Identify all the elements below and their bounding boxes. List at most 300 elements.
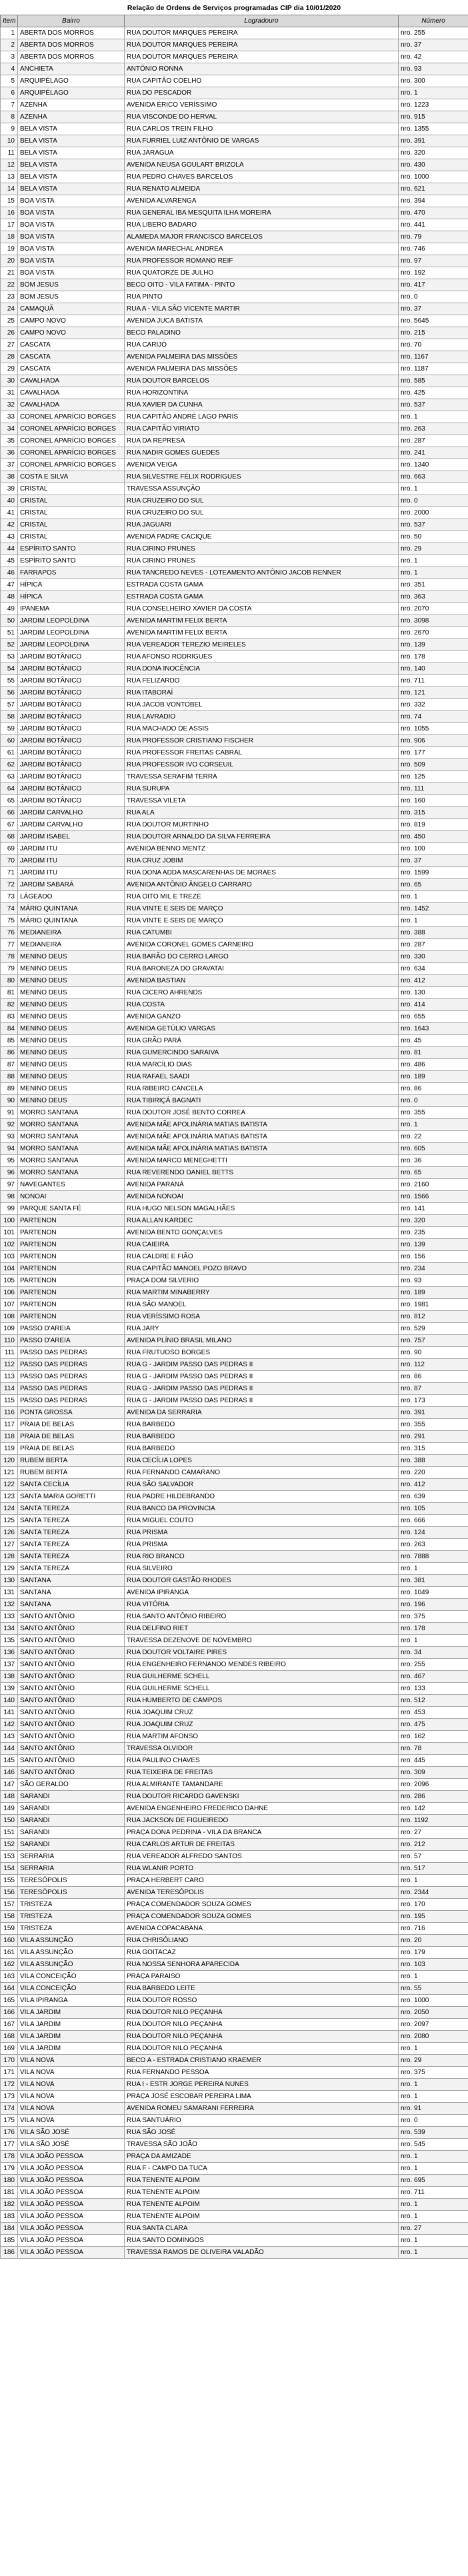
cell-logradouro: ESTRADA COSTA GAMA — [125, 579, 399, 591]
table-row — [1, 675, 468, 687]
cell-bairro: SERRARIA — [18, 1851, 125, 1863]
cell-logradouro: RUA RAFAEL SAADI — [125, 1071, 399, 1083]
cell-bairro: JARDIM ITU — [18, 843, 125, 855]
cell-logradouro: RUA DOUTOR NILO PEÇANHA — [125, 2031, 399, 2043]
cell-numero: nro. 470 — [399, 207, 468, 219]
cell-bairro: MENINO DEUS — [18, 1071, 125, 1083]
cell-logradouro: RUA I - ESTR JORGE PEREIRA NUNES — [125, 2079, 399, 2091]
cell-logradouro: RUA CONSELHEIRO XAVIER DA COSTA — [125, 603, 399, 615]
cell-bairro: PASSO DAS PEDRAS — [18, 1371, 125, 1383]
cell-item: 50 — [1, 615, 18, 627]
table-row — [1, 963, 468, 975]
cell-bairro: BELA VISTA — [18, 183, 125, 195]
cell-numero: nro. 192 — [399, 267, 468, 279]
cell-logradouro: RUA SURUPA — [125, 783, 399, 795]
table-row — [1, 819, 468, 831]
table-row — [1, 759, 468, 771]
table-row — [1, 2175, 468, 2187]
cell-numero: nro. 1 — [399, 2163, 468, 2175]
cell-bairro: NAVEGANTES — [18, 1179, 125, 1191]
table-row — [1, 663, 468, 675]
cell-logradouro: RUA G - JARDIM PASSO DAS PEDRAS II — [125, 1395, 399, 1407]
table-row — [1, 1851, 468, 1863]
header-numero: Número — [399, 15, 468, 27]
table-row — [1, 747, 468, 759]
cell-logradouro: RUA JAGUARI — [125, 519, 399, 531]
cell-logradouro: ANTÔNIO RONNA — [125, 63, 399, 75]
cell-numero: nro. 467 — [399, 1671, 468, 1683]
cell-item: 118 — [1, 1431, 18, 1443]
cell-bairro: NONOAI — [18, 1191, 125, 1203]
cell-bairro: MENINO DEUS — [18, 963, 125, 975]
cell-item: 70 — [1, 855, 18, 867]
cell-logradouro: RUA G - JARDIM PASSO DAS PEDRAS II — [125, 1359, 399, 1371]
table-row — [1, 1875, 468, 1887]
cell-bairro: SANTANA — [18, 1599, 125, 1611]
cell-item: 51 — [1, 627, 18, 639]
cell-item: 123 — [1, 1491, 18, 1503]
cell-item: 186 — [1, 2247, 18, 2259]
cell-logradouro: RUA DOUTOR VOLTAIRE PIRES — [125, 1647, 399, 1659]
cell-numero: nro. 2670 — [399, 627, 468, 639]
cell-item: 93 — [1, 1131, 18, 1143]
cell-numero: nro. 87 — [399, 1383, 468, 1395]
cell-bairro: SANTO ANTÔNIO — [18, 1683, 125, 1695]
cell-logradouro: RUA MIGUEL COUTO — [125, 1515, 399, 1527]
cell-item: 83 — [1, 1011, 18, 1023]
table-row — [1, 27, 468, 39]
cell-numero: nro. 1000 — [399, 1995, 468, 2007]
cell-logradouro: RUA GOITACAZ — [125, 1947, 399, 1959]
cell-item: 172 — [1, 2079, 18, 2091]
cell-item: 74 — [1, 903, 18, 915]
cell-numero: nro. 27 — [399, 1827, 468, 1839]
cell-item: 41 — [1, 507, 18, 519]
cell-item: 9 — [1, 123, 18, 135]
table-row — [1, 231, 468, 243]
cell-item: 138 — [1, 1671, 18, 1683]
cell-bairro: SANTA TEREZA — [18, 1551, 125, 1563]
cell-item: 31 — [1, 387, 18, 399]
cell-logradouro: RUA JACKSON DE FIGUEIREDO — [125, 1815, 399, 1827]
cell-bairro: PARTENON — [18, 1287, 125, 1299]
table-row — [1, 1119, 468, 1131]
cell-item: 29 — [1, 363, 18, 375]
table-row — [1, 519, 468, 531]
cell-logradouro: RUA QUATORZE DE JULHO — [125, 267, 399, 279]
cell-bairro: MORRO SANTANA — [18, 1167, 125, 1179]
cell-logradouro: TRAVESSA SÃO JOÃO — [125, 2139, 399, 2151]
table-row — [1, 1695, 468, 1707]
cell-logradouro: AVENIDA COPACABANA — [125, 1923, 399, 1935]
table-row — [1, 1827, 468, 1839]
cell-item: 160 — [1, 1935, 18, 1947]
cell-item: 17 — [1, 219, 18, 231]
table-row — [1, 1431, 468, 1443]
table-row — [1, 363, 468, 375]
cell-item: 3 — [1, 51, 18, 63]
cell-bairro: CRISTAL — [18, 531, 125, 543]
cell-numero: nro. 160 — [399, 795, 468, 807]
cell-item: 179 — [1, 2163, 18, 2175]
table-row — [1, 771, 468, 783]
cell-numero: nro. 1981 — [399, 1299, 468, 1311]
cell-bairro: HÍPICA — [18, 591, 125, 603]
cell-numero: nro. 300 — [399, 75, 468, 87]
cell-logradouro: RUA VERÍSSIMO ROSA — [125, 1311, 399, 1323]
cell-numero: nro. 1 — [399, 1875, 468, 1887]
cell-bairro: PASSO DAS PEDRAS — [18, 1347, 125, 1359]
cell-item: 145 — [1, 1755, 18, 1767]
cell-bairro: VILA JOÃO PESSOA — [18, 2163, 125, 2175]
cell-numero: nro. 309 — [399, 1767, 468, 1779]
cell-bairro: MÁRIO QUINTANA — [18, 915, 125, 927]
cell-logradouro: RUA A - VILA SÃO VICENTE MARTIR — [125, 303, 399, 315]
cell-item: 162 — [1, 1959, 18, 1971]
cell-logradouro: AVENIDA IPIRANGA — [125, 1587, 399, 1599]
cell-bairro: AZENHA — [18, 99, 125, 111]
cell-logradouro: AVENIDA PADRE CACIQUE — [125, 531, 399, 543]
table-row — [1, 1815, 468, 1827]
cell-logradouro: AVENIDA JUCA BATISTA — [125, 315, 399, 327]
cell-numero: nro. 1599 — [399, 867, 468, 879]
table-row — [1, 2079, 468, 2091]
table-row — [1, 1071, 468, 1083]
table-row — [1, 1755, 468, 1767]
cell-numero: nro. 450 — [399, 831, 468, 843]
cell-bairro: JARDIM BOTÂNICO — [18, 759, 125, 771]
cell-logradouro: RUA CRUZEIRO DO SUL — [125, 495, 399, 507]
table-row — [1, 615, 468, 627]
table-row — [1, 2103, 468, 2115]
cell-numero: nro. 716 — [399, 1923, 468, 1935]
cell-logradouro: RUA DOUTOR MARQUES PEREIRA — [125, 51, 399, 63]
cell-bairro: SANTO ANTÔNIO — [18, 1659, 125, 1671]
table-row — [1, 1167, 468, 1179]
cell-numero: nro. 529 — [399, 1323, 468, 1335]
cell-bairro: CAVALHADA — [18, 399, 125, 411]
table-row — [1, 903, 468, 915]
cell-logradouro: RUA CARLOS ARTUR DE FREITAS — [125, 1839, 399, 1851]
cell-numero: nro. 2160 — [399, 1179, 468, 1191]
cell-bairro: ESPÍRITO SANTO — [18, 543, 125, 555]
cell-numero: nro. 125 — [399, 771, 468, 783]
table-row — [1, 927, 468, 939]
cell-item: 2 — [1, 39, 18, 51]
table-row — [1, 87, 468, 99]
cell-item: 7 — [1, 99, 18, 111]
cell-item: 60 — [1, 735, 18, 747]
cell-logradouro: RUA ALLAN KARDEC — [125, 1215, 399, 1227]
cell-bairro: MORRO SANTANA — [18, 1131, 125, 1143]
cell-logradouro: RUA MARTIM MINABERRY — [125, 1287, 399, 1299]
cell-item: 130 — [1, 1575, 18, 1587]
table-row — [1, 1023, 468, 1035]
cell-numero: nro. 2050 — [399, 2007, 468, 2019]
table-row — [1, 1251, 468, 1263]
cell-item: 102 — [1, 1239, 18, 1251]
cell-logradouro: RUA SANTA CLARA — [125, 2223, 399, 2235]
cell-numero: nro. 287 — [399, 435, 468, 447]
cell-logradouro: RUA REVERENDO DANIEL BETTS — [125, 1167, 399, 1179]
cell-logradouro: RUA LAVRADIO — [125, 711, 399, 723]
cell-numero: nro. 141 — [399, 1203, 468, 1215]
cell-bairro: AZENHA — [18, 111, 125, 123]
table-row — [1, 867, 468, 879]
cell-bairro: JARDIM ITU — [18, 867, 125, 879]
cell-item: 40 — [1, 495, 18, 507]
cell-bairro: BELA VISTA — [18, 171, 125, 183]
cell-logradouro: RUA PROFESSOR IVO CORSEUIL — [125, 759, 399, 771]
table-row — [1, 315, 468, 327]
table-row — [1, 471, 468, 483]
cell-numero: nro. 639 — [399, 1491, 468, 1503]
cell-numero: nro. 179 — [399, 1947, 468, 1959]
cell-item: 73 — [1, 891, 18, 903]
cell-logradouro: AVENIDA MÃE APOLINÁRIA MATIAS BATISTA — [125, 1131, 399, 1143]
table-row — [1, 1443, 468, 1455]
cell-numero: nro. 100 — [399, 843, 468, 855]
table-row — [1, 2151, 468, 2163]
cell-bairro: JARDIM LEOPOLDINA — [18, 639, 125, 651]
cell-item: 99 — [1, 1203, 18, 1215]
cell-bairro: PARTENON — [18, 1239, 125, 1251]
cell-numero: nro. 215 — [399, 327, 468, 339]
cell-item: 97 — [1, 1179, 18, 1191]
cell-bairro: CORONEL APARÍCIO BORGES — [18, 447, 125, 459]
table-row — [1, 1491, 468, 1503]
cell-item: 105 — [1, 1275, 18, 1287]
cell-bairro: BOA VISTA — [18, 207, 125, 219]
table-row — [1, 351, 468, 363]
cell-logradouro: RUA ITABORAÍ — [125, 687, 399, 699]
cell-numero: nro. 1 — [399, 2211, 468, 2223]
cell-logradouro: RUA TENENTE ALPOIM — [125, 2187, 399, 2199]
cell-logradouro: PRAÇA COMENDADOR SOUZA GOMES — [125, 1899, 399, 1911]
table-row — [1, 2007, 468, 2019]
cell-logradouro: AVENIDA PALMEIRA DAS MISSÕES — [125, 363, 399, 375]
cell-logradouro: RUA CRUZ JOBIM — [125, 855, 399, 867]
cell-numero: nro. 124 — [399, 1527, 468, 1539]
table-row — [1, 1467, 468, 1479]
cell-logradouro: AVENIDA GETÚLIO VARGAS — [125, 1023, 399, 1035]
cell-logradouro: RUA DOUTOR MARQUES PEREIRA — [125, 27, 399, 39]
cell-logradouro: RUA DOUTOR RICARDO GAVENSKI — [125, 1791, 399, 1803]
table-row — [1, 1575, 468, 1587]
cell-bairro: CORONEL APARÍCIO BORGES — [18, 411, 125, 423]
cell-bairro: MENINO DEUS — [18, 1023, 125, 1035]
cell-numero: nro. 78 — [399, 1743, 468, 1755]
cell-logradouro: TRAVESSA RAMOS DE OLIVEIRA VALADÃO — [125, 2247, 399, 2259]
cell-bairro: ABERTA DOS MORROS — [18, 51, 125, 63]
cell-bairro: VILA NOVA — [18, 2091, 125, 2103]
table-row — [1, 999, 468, 1011]
cell-numero: nro. 1 — [399, 555, 468, 567]
cell-logradouro: RUA DONA INOCÊNCIA — [125, 663, 399, 675]
cell-logradouro: RUA DELFINO RIET — [125, 1623, 399, 1635]
cell-logradouro: ALAMEDA MAJOR FRANCISCO BARCELOS — [125, 231, 399, 243]
table-row — [1, 1395, 468, 1407]
cell-item: 165 — [1, 1995, 18, 2007]
cell-bairro: PASSO DAS PEDRAS — [18, 1395, 125, 1407]
table-row — [1, 1107, 468, 1119]
cell-item: 11 — [1, 147, 18, 159]
cell-item: 110 — [1, 1335, 18, 1347]
table-row — [1, 975, 468, 987]
table-row — [1, 507, 468, 519]
cell-numero: nro. 545 — [399, 2139, 468, 2151]
cell-logradouro: RUA CRUZEIRO DO SUL — [125, 507, 399, 519]
cell-item: 184 — [1, 2223, 18, 2235]
orders-table — [0, 15, 468, 2259]
cell-logradouro: PRAÇA COMENDADOR SOUZA GOMES — [125, 1911, 399, 1923]
cell-numero: nro. 65 — [399, 1167, 468, 1179]
cell-numero: nro. 355 — [399, 1107, 468, 1119]
table-row — [1, 2091, 468, 2103]
cell-numero: nro. 36 — [399, 1155, 468, 1167]
cell-item: 132 — [1, 1599, 18, 1611]
table-row — [1, 1227, 468, 1239]
cell-logradouro: RUA SANTO ANTÔNIO RIBEIRO — [125, 1611, 399, 1623]
cell-item: 58 — [1, 711, 18, 723]
cell-item: 62 — [1, 759, 18, 771]
table-row — [1, 567, 468, 579]
table-row — [1, 51, 468, 63]
cell-logradouro: PRAÇA HERBERT CARO — [125, 1875, 399, 1887]
cell-item: 175 — [1, 2115, 18, 2127]
table-row — [1, 1515, 468, 1527]
cell-numero: nro. 1 — [399, 1635, 468, 1647]
cell-numero: nro. 139 — [399, 639, 468, 651]
cell-logradouro: RUA FRUTUOSO BORGES — [125, 1347, 399, 1359]
table-row — [1, 1863, 468, 1875]
cell-logradouro: RUA PRISMA — [125, 1539, 399, 1551]
cell-numero: nro. 1 — [399, 1563, 468, 1575]
cell-numero: nro. 74 — [399, 711, 468, 723]
cell-logradouro: RUA RIO BRANCO — [125, 1551, 399, 1563]
cell-numero: nro. 241 — [399, 447, 468, 459]
cell-logradouro: RUA RENATO ALMEIDA — [125, 183, 399, 195]
cell-bairro: SANTO ANTÔNIO — [18, 1755, 125, 1767]
table-row — [1, 63, 468, 75]
cell-bairro: PASSO DAS PEDRAS — [18, 1359, 125, 1371]
cell-bairro: PARTENON — [18, 1275, 125, 1287]
cell-logradouro: BECO PALADINO — [125, 327, 399, 339]
cell-logradouro: RUA CICERO AHRENDS — [125, 987, 399, 999]
cell-bairro: SANTA TEREZA — [18, 1563, 125, 1575]
cell-item: 116 — [1, 1407, 18, 1419]
cell-item: 85 — [1, 1035, 18, 1047]
cell-logradouro: RUA JOAQUIM CRUZ — [125, 1707, 399, 1719]
table-row — [1, 2067, 468, 2079]
cell-item: 28 — [1, 351, 18, 363]
cell-item: 38 — [1, 471, 18, 483]
cell-numero: nro. 381 — [399, 1575, 468, 1587]
cell-item: 128 — [1, 1551, 18, 1563]
cell-logradouro: RUA GRÃO PARÁ — [125, 1035, 399, 1047]
cell-bairro: BOM JESUS — [18, 279, 125, 291]
cell-item: 181 — [1, 2187, 18, 2199]
table-row — [1, 843, 468, 855]
cell-bairro: VILA JOÃO PESSOA — [18, 2175, 125, 2187]
table-row — [1, 483, 468, 495]
cell-item: 5 — [1, 75, 18, 87]
table-row — [1, 2043, 468, 2055]
cell-numero: nro. 177 — [399, 747, 468, 759]
cell-logradouro: RUA FELIZARDO — [125, 675, 399, 687]
cell-bairro: SANTA TEREZA — [18, 1539, 125, 1551]
cell-logradouro: RUA CAPITÃO MANOEL POZO BRAVO — [125, 1263, 399, 1275]
cell-logradouro: RUA OITO MIL E TREZE — [125, 891, 399, 903]
cell-numero: nro. 195 — [399, 1911, 468, 1923]
cell-numero: nro. 315 — [399, 1443, 468, 1455]
table-row — [1, 399, 468, 411]
cell-bairro: BOM JESUS — [18, 291, 125, 303]
cell-bairro: PRAIA DE BELAS — [18, 1419, 125, 1431]
cell-numero: nro. 55 — [399, 1983, 468, 1995]
table-row — [1, 2163, 468, 2175]
cell-numero: nro. 1000 — [399, 171, 468, 183]
table-row — [1, 2031, 468, 2043]
table-row — [1, 219, 468, 231]
cell-item: 134 — [1, 1623, 18, 1635]
cell-bairro: CAMPO NOVO — [18, 315, 125, 327]
table-row — [1, 1743, 468, 1755]
cell-numero: nro. 1192 — [399, 1815, 468, 1827]
cell-numero: nro. 412 — [399, 1479, 468, 1491]
cell-logradouro: RUA TEIXEIRA DE FREITAS — [125, 1767, 399, 1779]
header-logradouro: Logradouro — [125, 15, 399, 27]
table-row — [1, 1263, 468, 1275]
cell-numero: nro. 81 — [399, 1047, 468, 1059]
cell-logradouro: RUA CAPITÃO ANDRÉ LAGO PARIS — [125, 411, 399, 423]
cell-item: 113 — [1, 1371, 18, 1383]
table-row — [1, 639, 468, 651]
cell-numero: nro. 915 — [399, 111, 468, 123]
cell-item: 24 — [1, 303, 18, 315]
cell-item: 101 — [1, 1227, 18, 1239]
cell-bairro: SÃO GERALDO — [18, 1779, 125, 1791]
cell-numero: nro. 255 — [399, 1659, 468, 1671]
cell-numero: nro. 287 — [399, 939, 468, 951]
cell-numero: nro. 1 — [399, 87, 468, 99]
table-row — [1, 159, 468, 171]
cell-item: 147 — [1, 1779, 18, 1791]
cell-bairro: VILA JARDIM — [18, 2031, 125, 2043]
cell-bairro: JARDIM BOTÂNICO — [18, 699, 125, 711]
cell-logradouro: RUA AFONSO RODRIGUES — [125, 651, 399, 663]
cell-item: 103 — [1, 1251, 18, 1263]
cell-bairro: ABERTA DOS MORROS — [18, 27, 125, 39]
cell-bairro: CAMPO NOVO — [18, 327, 125, 339]
table-row — [1, 303, 468, 315]
cell-bairro: VILA JOÃO PESSOA — [18, 2151, 125, 2163]
cell-item: 131 — [1, 1587, 18, 1599]
cell-numero: nro. 29 — [399, 543, 468, 555]
cell-logradouro: RUA SILVESTRE FÉLIX RODRIGUES — [125, 471, 399, 483]
cell-bairro: JARDIM BOTÂNICO — [18, 663, 125, 675]
cell-item: 56 — [1, 687, 18, 699]
cell-logradouro: RUA CECÍLIA LOPES — [125, 1455, 399, 1467]
table-row — [1, 1923, 468, 1935]
cell-bairro: VILA JOÃO PESSOA — [18, 2223, 125, 2235]
cell-bairro: CAVALHADA — [18, 387, 125, 399]
cell-numero: nro. 1223 — [399, 99, 468, 111]
cell-numero: nro. 105 — [399, 1503, 468, 1515]
cell-bairro: ABERTA DOS MORROS — [18, 39, 125, 51]
cell-item: 106 — [1, 1287, 18, 1299]
cell-logradouro: RUA VEREADOR ALFREDO SANTOS — [125, 1851, 399, 1863]
